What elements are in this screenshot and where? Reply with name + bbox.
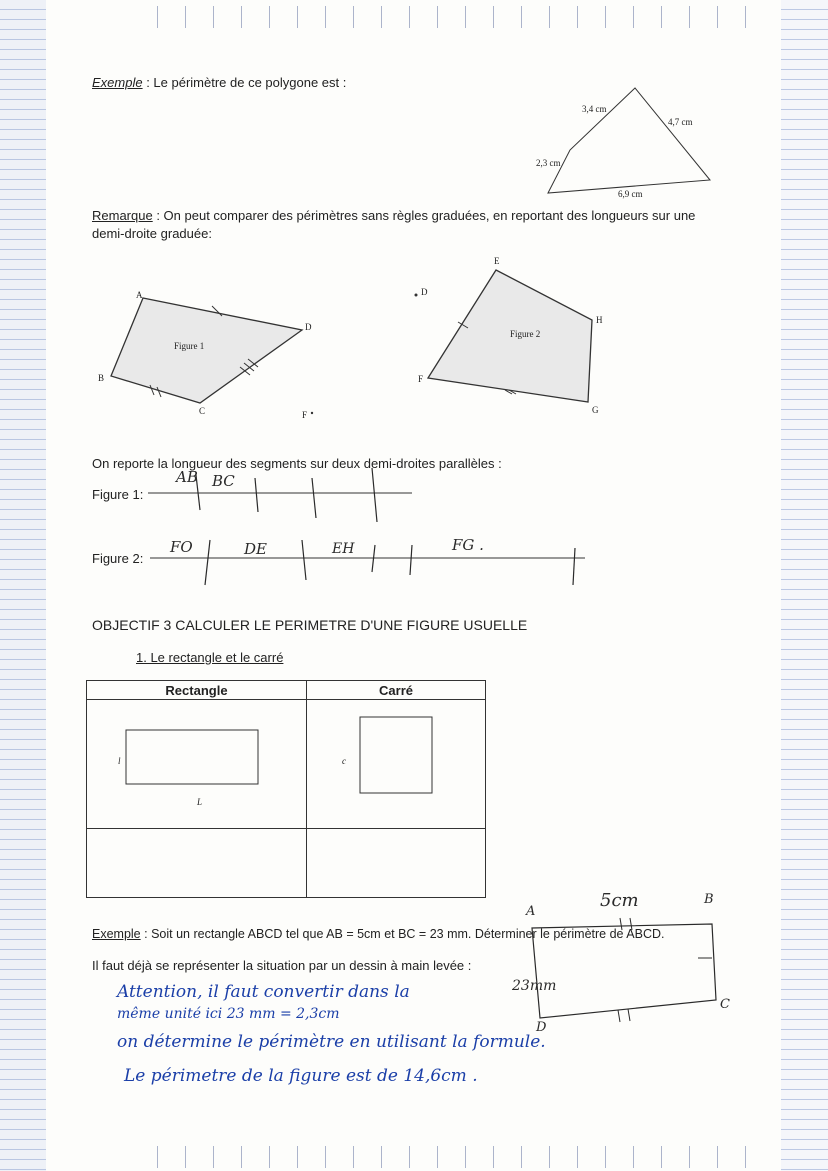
figure1-point-c: C	[199, 406, 206, 416]
hand-note-3: Le périmetre de la figure est de 14,6cm .	[124, 1066, 478, 1086]
example2-text: : Soit un rectangle ABCD tel que AB = 5cm et BC = 23 mm. Déterminer le périmètre de ABCD.	[144, 927, 665, 941]
report-row1-label: Figure 1:	[92, 487, 144, 502]
hand-mark-2a	[205, 540, 210, 585]
sketch-side-label: 23mm	[512, 978, 557, 994]
figure1-point-f-label: F	[302, 410, 308, 420]
rect-side-label: l	[118, 756, 121, 766]
remark-text: : On peut comparer des périmètres sans règles graduées, en reportant des longueurs sur une	[156, 208, 696, 223]
shapes-table	[86, 680, 486, 898]
example-polygon	[548, 88, 710, 193]
figure1-point-a: A	[136, 290, 143, 300]
corner-d: D	[536, 1020, 547, 1035]
square-side-label: c	[342, 756, 346, 766]
remark-prefix: Remarque	[92, 208, 153, 223]
objective-title	[92, 617, 527, 633]
figure2-point-g: G	[592, 405, 599, 415]
objective-subtitle	[136, 650, 283, 665]
figure2-point-d-label: D	[421, 287, 428, 297]
remark-line1	[92, 208, 695, 223]
hand-mark-2e	[573, 548, 575, 585]
hand-mark-2d	[410, 545, 412, 575]
table-cell-square	[307, 700, 486, 829]
hand-mark-2b	[302, 540, 306, 580]
hand-fo: FO	[170, 538, 193, 556]
figure2-point-f: F	[418, 374, 424, 384]
hand-eh: EH	[332, 541, 355, 557]
hand-note-2: on détermine le périmètre en utilisant la formule.	[117, 1032, 546, 1052]
table-header-square: Carré	[307, 681, 486, 700]
corner-c: C	[720, 997, 730, 1012]
hand-mark-1d	[372, 468, 377, 522]
table-header-rectangle: Rectangle	[87, 681, 307, 700]
example1-text: : Le périmètre de ce polygone est :	[146, 75, 347, 90]
side-label-2: 4,7 cm	[668, 117, 693, 127]
report-text: On reporte la longueur des segments sur deux demi-droites parallèles :	[92, 456, 502, 471]
table-cell-rectangle-formula	[87, 829, 307, 898]
hand-bc: BC	[212, 472, 235, 490]
figure2-point-h: H	[596, 315, 603, 325]
hand-mark-1b	[255, 478, 258, 512]
hand-ab: AB	[176, 468, 198, 486]
hand-mark-1c	[312, 478, 316, 518]
figure1-point-b: B	[98, 373, 105, 383]
example2-line	[92, 927, 665, 941]
figure2-point-d	[415, 294, 418, 297]
hand-de: DE	[244, 540, 267, 558]
example2-line2: Il faut déjà se représenter la situation par un dessin à main levée :	[92, 958, 472, 973]
figure1-point-d: D	[305, 322, 312, 332]
hand-note-1: Attention, il faut convertir dans la	[117, 982, 410, 1002]
corner-b: B	[704, 892, 714, 907]
side-label-1: 3,4 cm	[582, 104, 607, 114]
remark-line2: demi-droite graduée:	[92, 226, 212, 241]
rect-bottom-label: L	[197, 797, 203, 807]
figure2-point-e: E	[494, 256, 500, 266]
figure1-point-f	[311, 412, 313, 414]
example2-prefix: Exemple	[92, 927, 141, 941]
figure2-title: Figure 2	[510, 329, 541, 339]
report-row2-label: Figure 2:	[92, 551, 144, 566]
table-cell-square-formula	[307, 829, 486, 898]
sketch-top-label: 5cm	[600, 890, 639, 911]
figure1-polygon	[111, 298, 302, 403]
hand-note-1b: même unité ici 23 mm = 2,3cm	[117, 1006, 340, 1022]
objective-subtitle-text: 1. Le rectangle et le carré	[136, 650, 284, 665]
figure1-title: Figure 1	[174, 341, 205, 351]
side-label-3: 2,3 cm	[536, 158, 561, 168]
objective-title-text: OBJECTIF 3 CALCULER LE PERIMETRE D'UNE FIGURE USUELLE	[92, 617, 528, 633]
corner-a: A	[526, 904, 536, 919]
side-label-4: 6,9 cm	[618, 189, 643, 199]
hand-fg: FG .	[452, 536, 484, 554]
example1-prefix: Exemple	[92, 75, 143, 90]
